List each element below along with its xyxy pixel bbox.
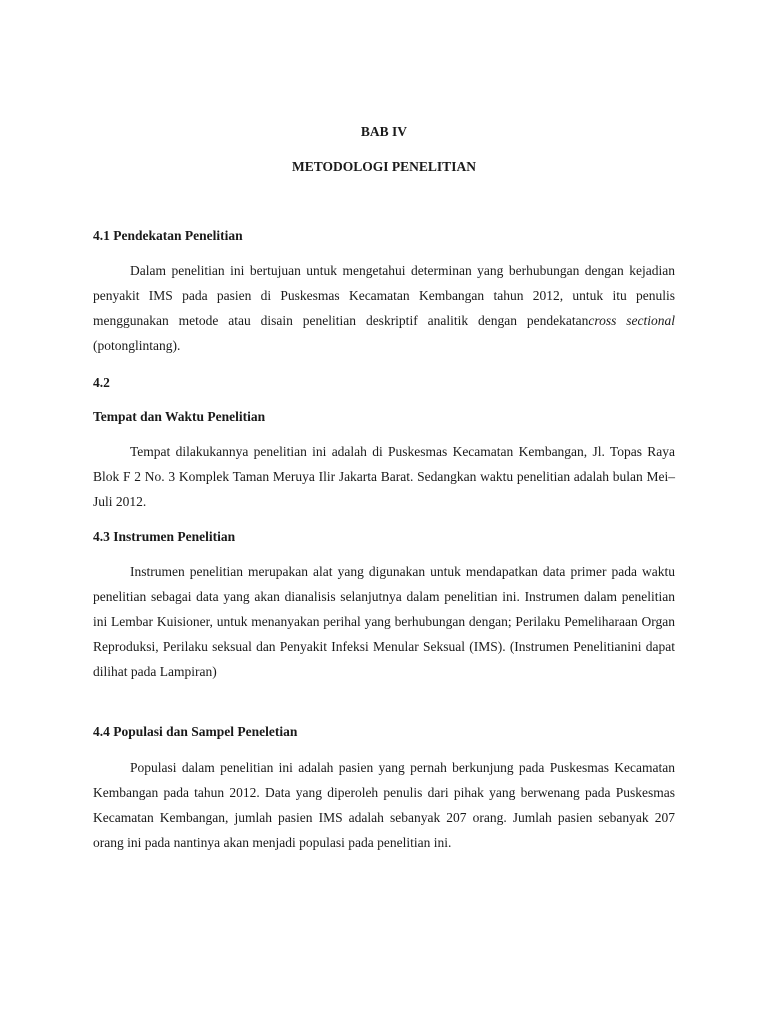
section-paragraph-4-4: Populasi dalam penelitian ini adalah pasien yang pernah berkunjung pada Puskesmas Kecamatan Kembangan pada tahun 2012. Data yang diperoleh penulis dari pihak yang berwenang pada Puskesmas Kecamatan Kembangan, jumlah pasien IMS adalah sebanyak 207 orang. Jumlah pasien sebanyak 207 orang ini pada nantinya akan menjadi populasi pada penelitian ini.: [93, 760, 675, 850]
paragraph-text: Dalam penelitian ini bertujuan untuk mengetahui determinan yang berhubungan dengan kejadian penyakit IMS pada pasien di Puskesmas Kecamatan Kembangan tahun 2012, untuk itu penulis menggunakan metode atau disain penelitian deskriptif analitik dengan pendekatan: [93, 263, 675, 328]
section-heading-4-2: Tempat dan Waktu Penelitian: [93, 409, 266, 424]
chapter-label: BAB IV: [360, 124, 408, 139]
section-heading-4-1: 4.1 Pendekatan Penelitian: [93, 228, 243, 243]
section-heading-4-4: 4.4 Populasi dan Sampel Peneletian: [93, 724, 298, 739]
section-number-4-2: 4.2: [93, 375, 110, 390]
paragraph-italic-term: cross sectional: [588, 313, 675, 328]
paragraph-text-end: (potonglintang).: [93, 338, 181, 353]
section-paragraph-4-3: Instrumen penelitian merupakan alat yang digunakan untuk mendapatkan data primer pada waktu penelitian sebagai data yang akan dianalisis selanjutnya dalam penelitian ini. Instrumen dalam penelitian ini Lembar Kuisioner, untuk menanyakan perihal yang berhubungan dengan; Perilaku Pemeliharaan Organ Reproduksi, Perilaku seksual dan Penyakit Infeksi Menular Seksual (IMS). (Instrumen Penelitianini dapat dilihat pada Lampiran): [93, 564, 675, 679]
section-heading-4-3: 4.3 Instrumen Penelitian: [93, 529, 236, 544]
chapter-title: METODOLOGI PENELITIAN: [292, 159, 476, 174]
section-paragraph-4-2: Tempat dilakukannya penelitian ini adalah di Puskesmas Kecamatan Kembangan, Jl. Topas Raya Blok F 2 No. 3 Komplek Taman Meruya Ilir Jakarta Barat. Sedangkan waktu penelitian adalah bulan Mei– Juli 2012.: [93, 444, 675, 509]
section-paragraph-4-1: [93, 258, 675, 358]
